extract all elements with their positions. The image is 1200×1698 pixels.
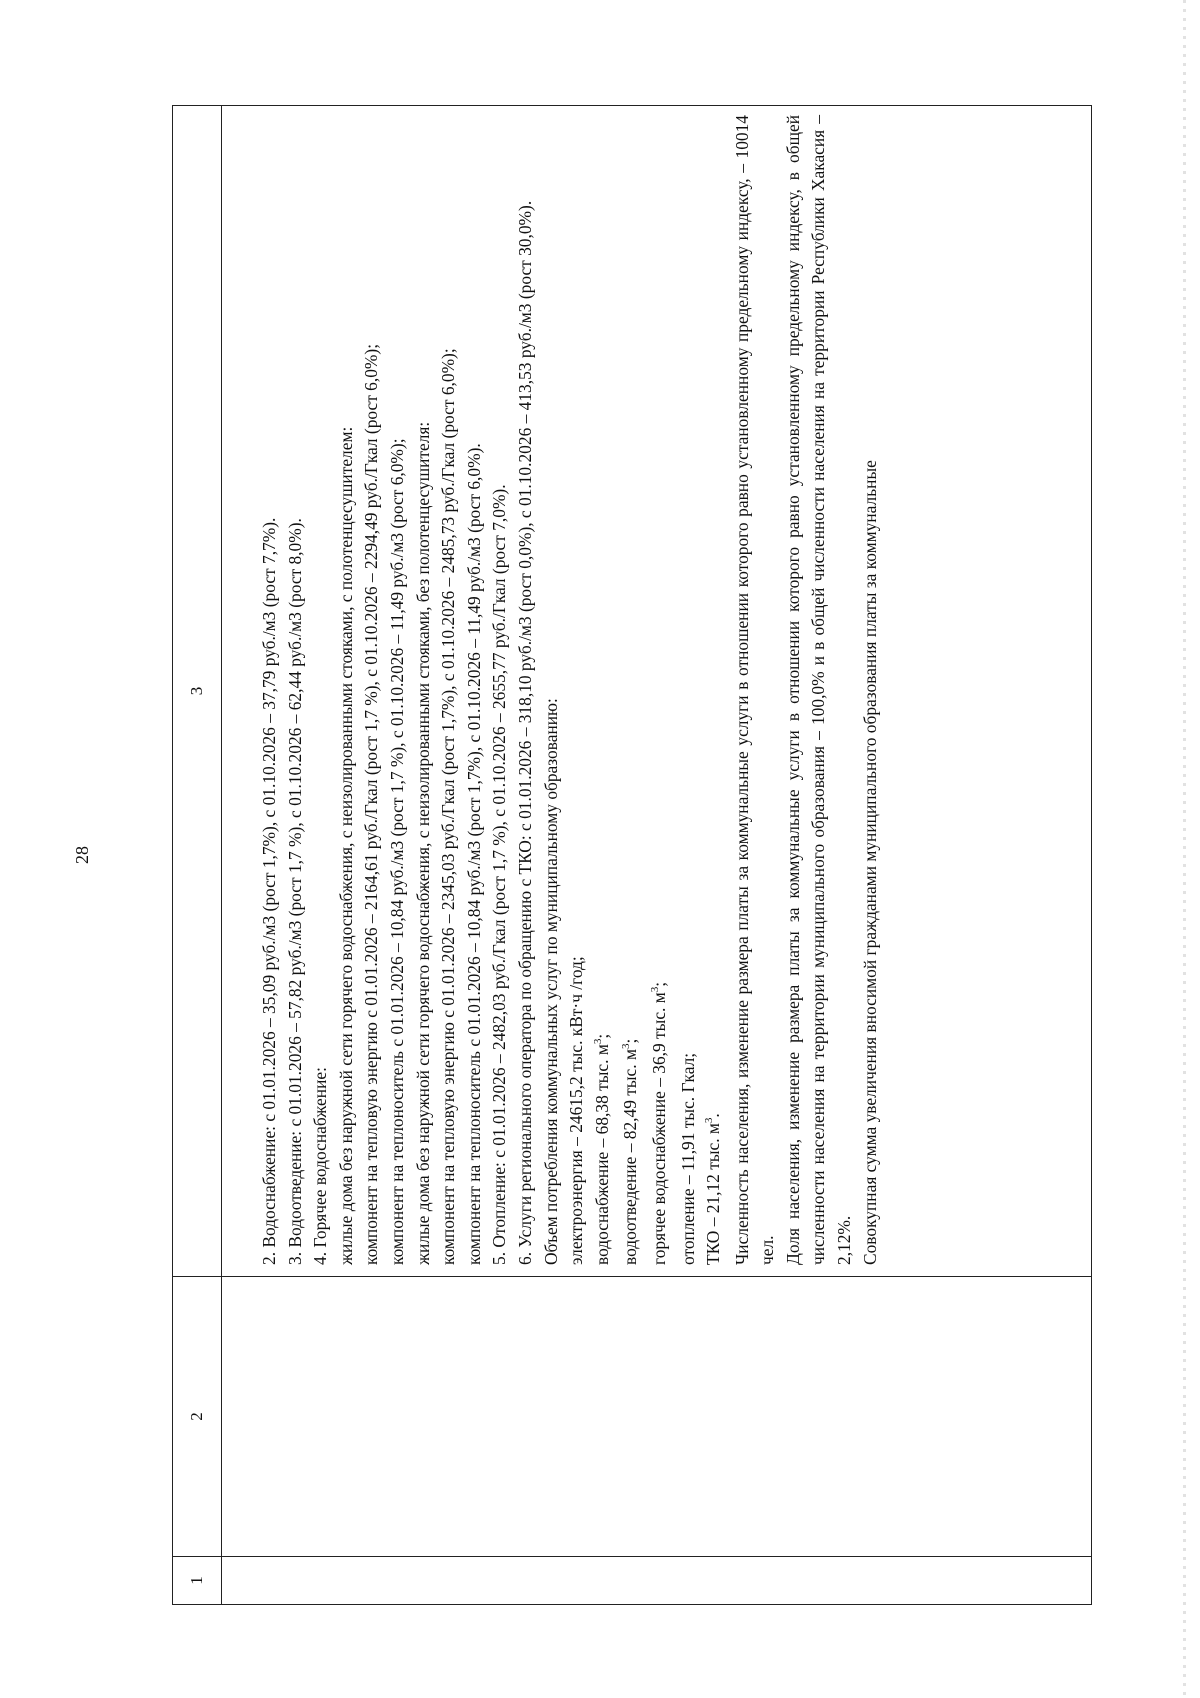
superscript bbox=[649, 987, 669, 993]
column-header-1: 1 bbox=[173, 1557, 222, 1605]
waste-operator-line: 6. Услуги регионального оператора по обращению с ТКО: с 01.01.2026 – 318,10 руб./м3 (рост 0,0%), с 01.10.2026 – 413,53 руб./м3 (рост 30,0%). bbox=[514, 200, 535, 1265]
sewerage-volume-text: водоотведение – 82,49 тыс. м bbox=[620, 1049, 641, 1265]
hot-water-volume-text: горячее водоснабжение – 36,9 тыс. м bbox=[648, 992, 669, 1265]
heat-component-2: компонент на тепловую энергию с 01.01.2026 – 2345,03 руб./Гкал (рост 1,7%), с 01.10.2026 – 2485,73 руб./Гкал (рост 6,0%); bbox=[438, 348, 459, 1265]
scan-artifact bbox=[1183, 0, 1186, 1698]
page-number: 28 bbox=[72, 846, 92, 864]
hot-water-heading: 4. Горячее водоснабжение: bbox=[310, 1067, 331, 1265]
water-supply-volume-text: водоснабжение – 68,38 тыс. м bbox=[591, 1044, 612, 1265]
heat-component-1: компонент на тепловую энергию с 01.01.2026 – 2164,61 руб./Гкал (рост 1,7 %), с 01.10.2026 – 2294,49 руб./Гкал (рост 6,0%); bbox=[361, 343, 382, 1265]
superscript bbox=[703, 1118, 723, 1124]
cell-column-1 bbox=[222, 1557, 1092, 1605]
table-row bbox=[222, 106, 1092, 1605]
carrier-component-2: компонент на теплоноситель с 01.01.2026 – 10,84 руб./м3 (рост 1,7%), с 01.10.2026 – 11,49 руб./м3 (рост 6,0%). bbox=[463, 443, 484, 1265]
carrier-component-1: компонент на теплоноситель с 01.01.2026 – 10,84 руб./м3 (рост 1,7 %), с 01.10.2026 – 11,49 руб./м3 (рост 6,0%); bbox=[386, 438, 407, 1265]
population-share: Доля населения, изменение размера платы за коммунальные услуги в отношении которого равно установленному предельному индексу, в общей численности населения на территории муниципального образования – 100,0% и в общей численности населения на территории Республики Хакасия – 2,12%. bbox=[782, 115, 855, 1265]
water-supply-line: 2. Водоснабжение: с 01.01.2026 – 35,09 руб./м3 (рост 1,7%), с 01.10.2026 – 37,79 руб./м3 (рост 7,7%). bbox=[259, 517, 279, 1265]
cell-column-3 bbox=[222, 106, 1092, 1277]
superscript bbox=[592, 1039, 612, 1045]
waste-volume bbox=[701, 115, 730, 1265]
cell-column-2 bbox=[222, 1277, 1092, 1557]
waste-volume-text: ТКО – 21,12 тыс. м bbox=[703, 1123, 724, 1265]
electricity-volume: электроэнергия – 24615,2 тыс. кВт·ч /год; bbox=[566, 956, 587, 1265]
column-header-3: 3 bbox=[173, 106, 222, 1277]
punct: ; bbox=[591, 1033, 612, 1039]
water-supply-volume bbox=[590, 115, 619, 1265]
sewerage-volume bbox=[618, 115, 647, 1265]
superscript bbox=[620, 1044, 640, 1050]
sewerage-line: 3. Водоотведение: с 01.01.2026 – 57,82 руб./м3 (рост 1,7 %), с 01.10.2026 – 62,44 руб./м3 (рост 8,0%). bbox=[284, 518, 305, 1265]
hot-water-with-towel-dryer: жилые дома без наружной сети горячего водоснабжения, с неизолированными стояками, с полотенцесушителем: bbox=[335, 426, 356, 1265]
punct: . bbox=[703, 1113, 724, 1118]
tariff-text bbox=[223, 107, 883, 1275]
column-header-2: 2 bbox=[173, 1277, 222, 1557]
header-row bbox=[173, 106, 222, 1605]
tariff-table bbox=[172, 105, 1092, 1605]
total-increase-line: Совокупная сумма увеличения вносимой гражданами муниципального образования платы за коммунальные bbox=[859, 460, 880, 1265]
punct: ; bbox=[620, 1038, 641, 1044]
population-count: Численность населения, изменение размера платы за коммунальные услуги в отношении которого равно установленному предельному индексу, – 10014 чел. bbox=[731, 115, 778, 1265]
hot-water-volume bbox=[647, 115, 676, 1265]
heating-volume: отопление – 11,91 тыс. Гкал; bbox=[677, 1052, 698, 1265]
consumption-heading: Объем потребления коммунальных услуг по муниципальному образованию: bbox=[540, 698, 561, 1265]
hot-water-without-towel-dryer: жилые дома без наружной сети горячего водоснабжения, с неизолированными стояками, без полотенцесушителя: bbox=[412, 421, 433, 1265]
heating-line: 5. Отопление: с 01.01.2026 – 2482,03 руб./Гкал (рост 1,7 %), с 01.10.2026 – 2655,77 руб./Гкал (рост 7,0%). bbox=[489, 484, 510, 1265]
rotated-page bbox=[72, 105, 1092, 1605]
punct: ; bbox=[648, 981, 669, 987]
